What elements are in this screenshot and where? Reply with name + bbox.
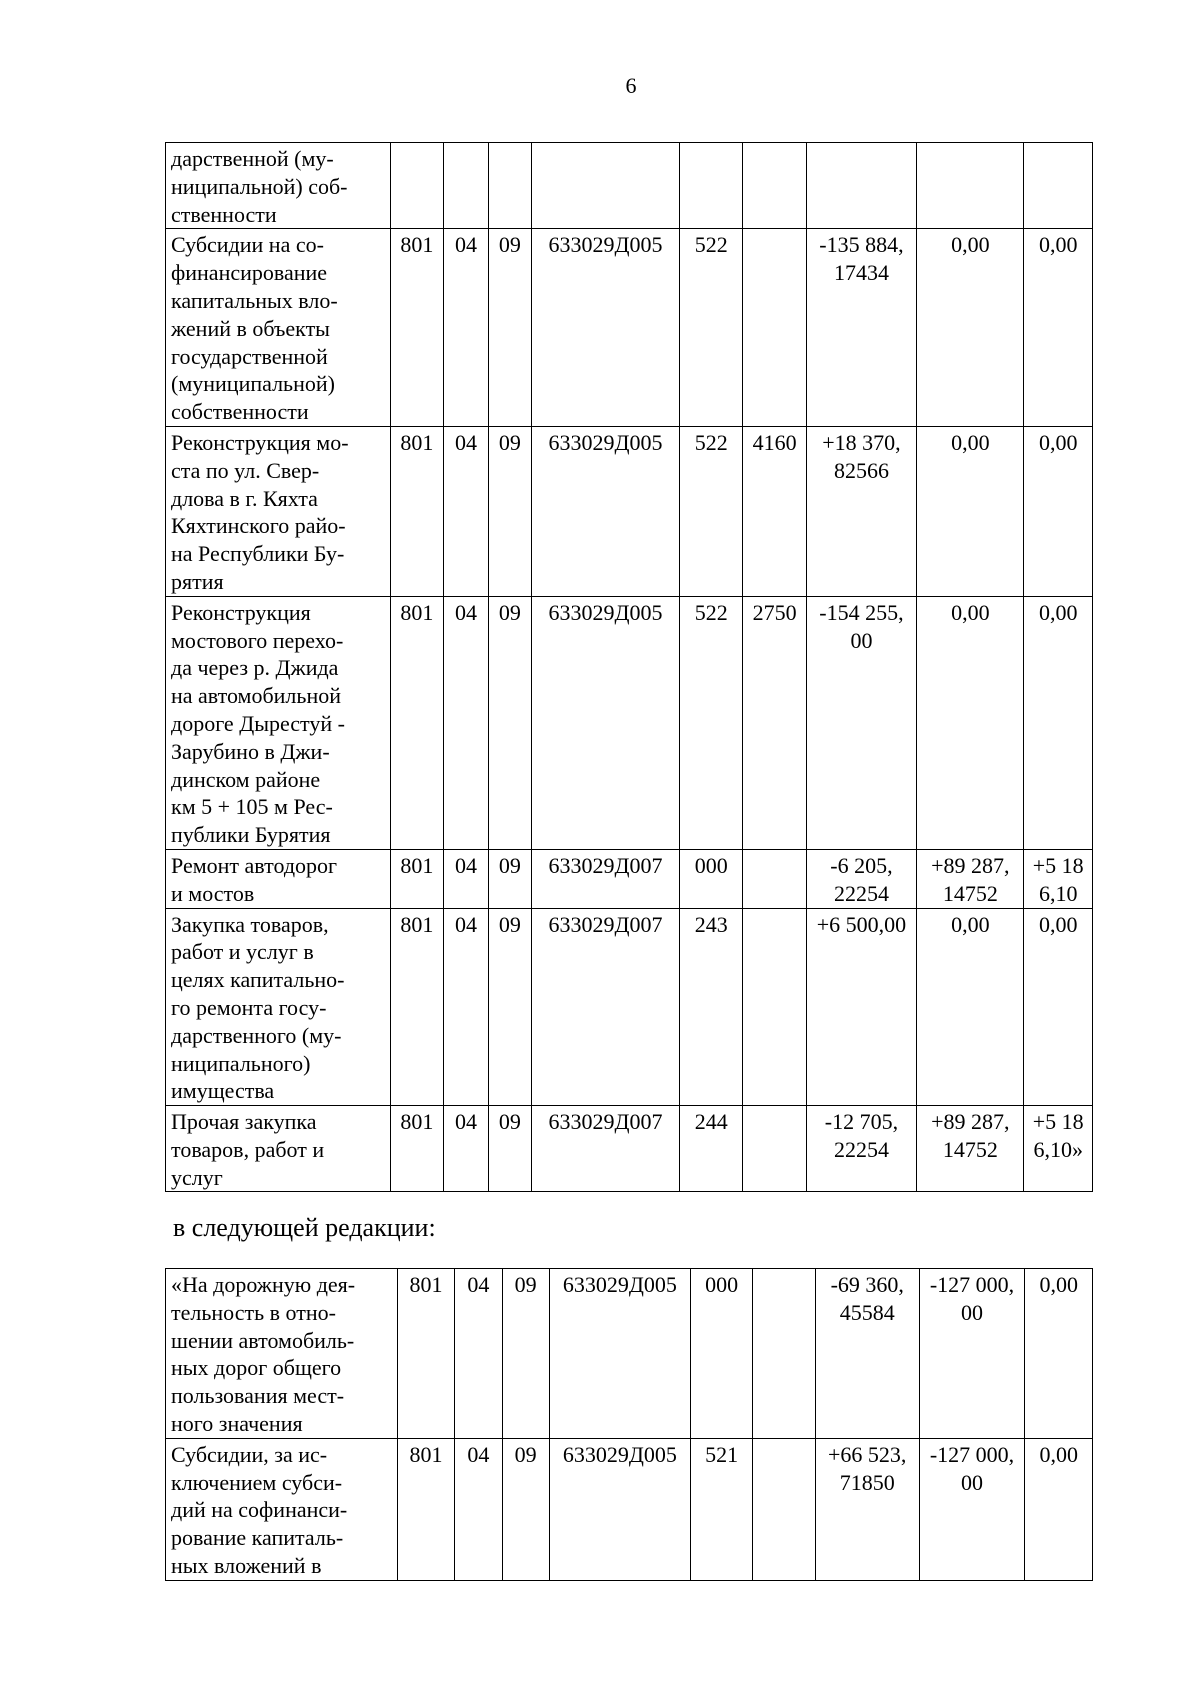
table-row: [166, 1269, 1093, 1439]
budget-table-new-edition: [165, 1268, 1093, 1581]
amount-year2-cell: -127 000, 00: [919, 1438, 1025, 1580]
section-code-cell: [443, 143, 488, 229]
expense-type-cell: 000: [680, 849, 743, 908]
amount-year1-cell: [806, 143, 916, 229]
object-code-cell: [753, 1269, 815, 1439]
amount-year3-cell: +5 18 6,10: [1024, 849, 1093, 908]
subsection-code-cell: 09: [488, 426, 531, 596]
subsection-code-cell: 09: [488, 849, 531, 908]
grbs-code-cell: 801: [390, 229, 443, 427]
row-name-cell: Закупка товаров, работ и услуг в целях капитально- го ремонта госу- дарственного (му- ниципального) имущества: [166, 908, 391, 1106]
amount-year1-cell: -69 360, 45584: [815, 1269, 919, 1439]
amount-year2-cell: 0,00: [917, 596, 1024, 849]
subsection-code-cell: 09: [488, 908, 531, 1106]
section-code-cell: 04: [455, 1438, 502, 1580]
expense-type-cell: 244: [680, 1106, 743, 1192]
table-row: [166, 908, 1093, 1106]
target-article-cell: 633029Д007: [531, 1106, 679, 1192]
amount-year1-cell: -6 205, 22254: [806, 849, 916, 908]
grbs-code-cell: 801: [390, 908, 443, 1106]
object-code-cell: [743, 143, 806, 229]
object-code-cell: 2750: [743, 596, 806, 849]
amount-year2-cell: -127 000, 00: [919, 1269, 1025, 1439]
section-code-cell: 04: [443, 426, 488, 596]
amount-year3-cell: 0,00: [1025, 1438, 1093, 1580]
grbs-code-cell: 801: [390, 1106, 443, 1192]
budget-table-body: [166, 1269, 1093, 1581]
amount-year2-cell: 0,00: [917, 229, 1024, 427]
object-code-cell: [743, 1106, 806, 1192]
table-row: [166, 849, 1093, 908]
expense-type-cell: 522: [680, 229, 743, 427]
table-row: [166, 143, 1093, 229]
budget-table-body: [166, 143, 1093, 1192]
target-article-cell: 633029Д007: [531, 849, 679, 908]
object-code-cell: [753, 1438, 815, 1580]
expense-type-cell: 243: [680, 908, 743, 1106]
row-name-cell: Субсидии на со- финансирование капитальных вло- жений в объекты государственной (муниципальной) собственности: [166, 229, 391, 427]
row-name-cell: Реконструкция мо- ста по ул. Свер- длова в г. Кяхта Кяхтинского райо- на Республики Бу- рятия: [166, 426, 391, 596]
grbs-code-cell: 801: [390, 426, 443, 596]
amount-year3-cell: [1024, 143, 1093, 229]
row-name-cell: «На дорожную дея- тельность в отно- шении автомобиль- ных дорог общего пользования мест- ного значения: [166, 1269, 398, 1439]
section-code-cell: 04: [443, 849, 488, 908]
table-row: [166, 596, 1093, 849]
subsection-code-cell: [488, 143, 531, 229]
target-article-cell: [531, 143, 679, 229]
section-code-cell: 04: [443, 596, 488, 849]
target-article-cell: 633029Д005: [549, 1269, 690, 1439]
transition-phrase: в следующей редакции:: [173, 1213, 436, 1242]
subsection-code-cell: 09: [488, 229, 531, 427]
expense-type-cell: [680, 143, 743, 229]
amount-year3-cell: +5 18 6,10»: [1024, 1106, 1093, 1192]
amount-year1-cell: +18 370, 82566: [806, 426, 916, 596]
object-code-cell: [743, 849, 806, 908]
expense-type-cell: 522: [680, 596, 743, 849]
amount-year3-cell: 0,00: [1024, 229, 1093, 427]
amount-year3-cell: 0,00: [1025, 1269, 1093, 1439]
amount-year3-cell: 0,00: [1024, 426, 1093, 596]
subsection-code-cell: 09: [502, 1438, 549, 1580]
table-row: [166, 229, 1093, 427]
row-name-cell: Ремонт автодорог и мостов: [166, 849, 391, 908]
row-name-cell: дарственной (му- ниципальной) соб- ственности: [166, 143, 391, 229]
section-code-cell: 04: [443, 908, 488, 1106]
page-number: 6: [625, 73, 637, 98]
table-row: [166, 1438, 1093, 1580]
amount-year1-cell: -154 255, 00: [806, 596, 916, 849]
amount-year2-cell: [917, 143, 1024, 229]
target-article-cell: 633029Д005: [531, 596, 679, 849]
amount-year3-cell: 0,00: [1024, 908, 1093, 1106]
section-code-cell: 04: [455, 1269, 502, 1439]
amount-year2-cell: 0,00: [917, 908, 1024, 1106]
section-code-cell: 04: [443, 1106, 488, 1192]
subsection-code-cell: 09: [502, 1269, 549, 1439]
amount-year1-cell: -12 705, 22254: [806, 1106, 916, 1192]
amount-year2-cell: +89 287, 14752: [917, 849, 1024, 908]
target-article-cell: 633029Д007: [531, 908, 679, 1106]
target-article-cell: 633029Д005: [531, 229, 679, 427]
amount-year1-cell: +66 523, 71850: [815, 1438, 919, 1580]
amount-year2-cell: 0,00: [917, 426, 1024, 596]
target-article-cell: 633029Д005: [549, 1438, 690, 1580]
expense-type-cell: 522: [680, 426, 743, 596]
row-name-cell: Реконструкция мостового перехо- да через р. Джида на автомобильной дороге Дырестуй - Зарубино в Джи- динском районе км 5 + 105 м Рес- публики Бурятия: [166, 596, 391, 849]
grbs-code-cell: [390, 143, 443, 229]
amount-year1-cell: +6 500,00: [806, 908, 916, 1106]
object-code-cell: 4160: [743, 426, 806, 596]
object-code-cell: [743, 908, 806, 1106]
expense-type-cell: 521: [690, 1438, 752, 1580]
row-name-cell: Субсидии, за ис- ключением субси- дий на софинанси- рование капиталь- ных вложений в: [166, 1438, 398, 1580]
target-article-cell: 633029Д005: [531, 426, 679, 596]
budget-table-continued: [165, 142, 1093, 1192]
subsection-code-cell: 09: [488, 596, 531, 849]
table-row: [166, 1106, 1093, 1192]
grbs-code-cell: 801: [397, 1438, 454, 1580]
amount-year1-cell: -135 884, 17434: [806, 229, 916, 427]
subsection-code-cell: 09: [488, 1106, 531, 1192]
object-code-cell: [743, 229, 806, 427]
table-row: [166, 426, 1093, 596]
grbs-code-cell: 801: [397, 1269, 454, 1439]
grbs-code-cell: 801: [390, 596, 443, 849]
expense-type-cell: 000: [690, 1269, 752, 1439]
amount-year2-cell: +89 287, 14752: [917, 1106, 1024, 1192]
section-code-cell: 04: [443, 229, 488, 427]
amount-year3-cell: 0,00: [1024, 596, 1093, 849]
grbs-code-cell: 801: [390, 849, 443, 908]
row-name-cell: Прочая закупка товаров, работ и услуг: [166, 1106, 391, 1192]
